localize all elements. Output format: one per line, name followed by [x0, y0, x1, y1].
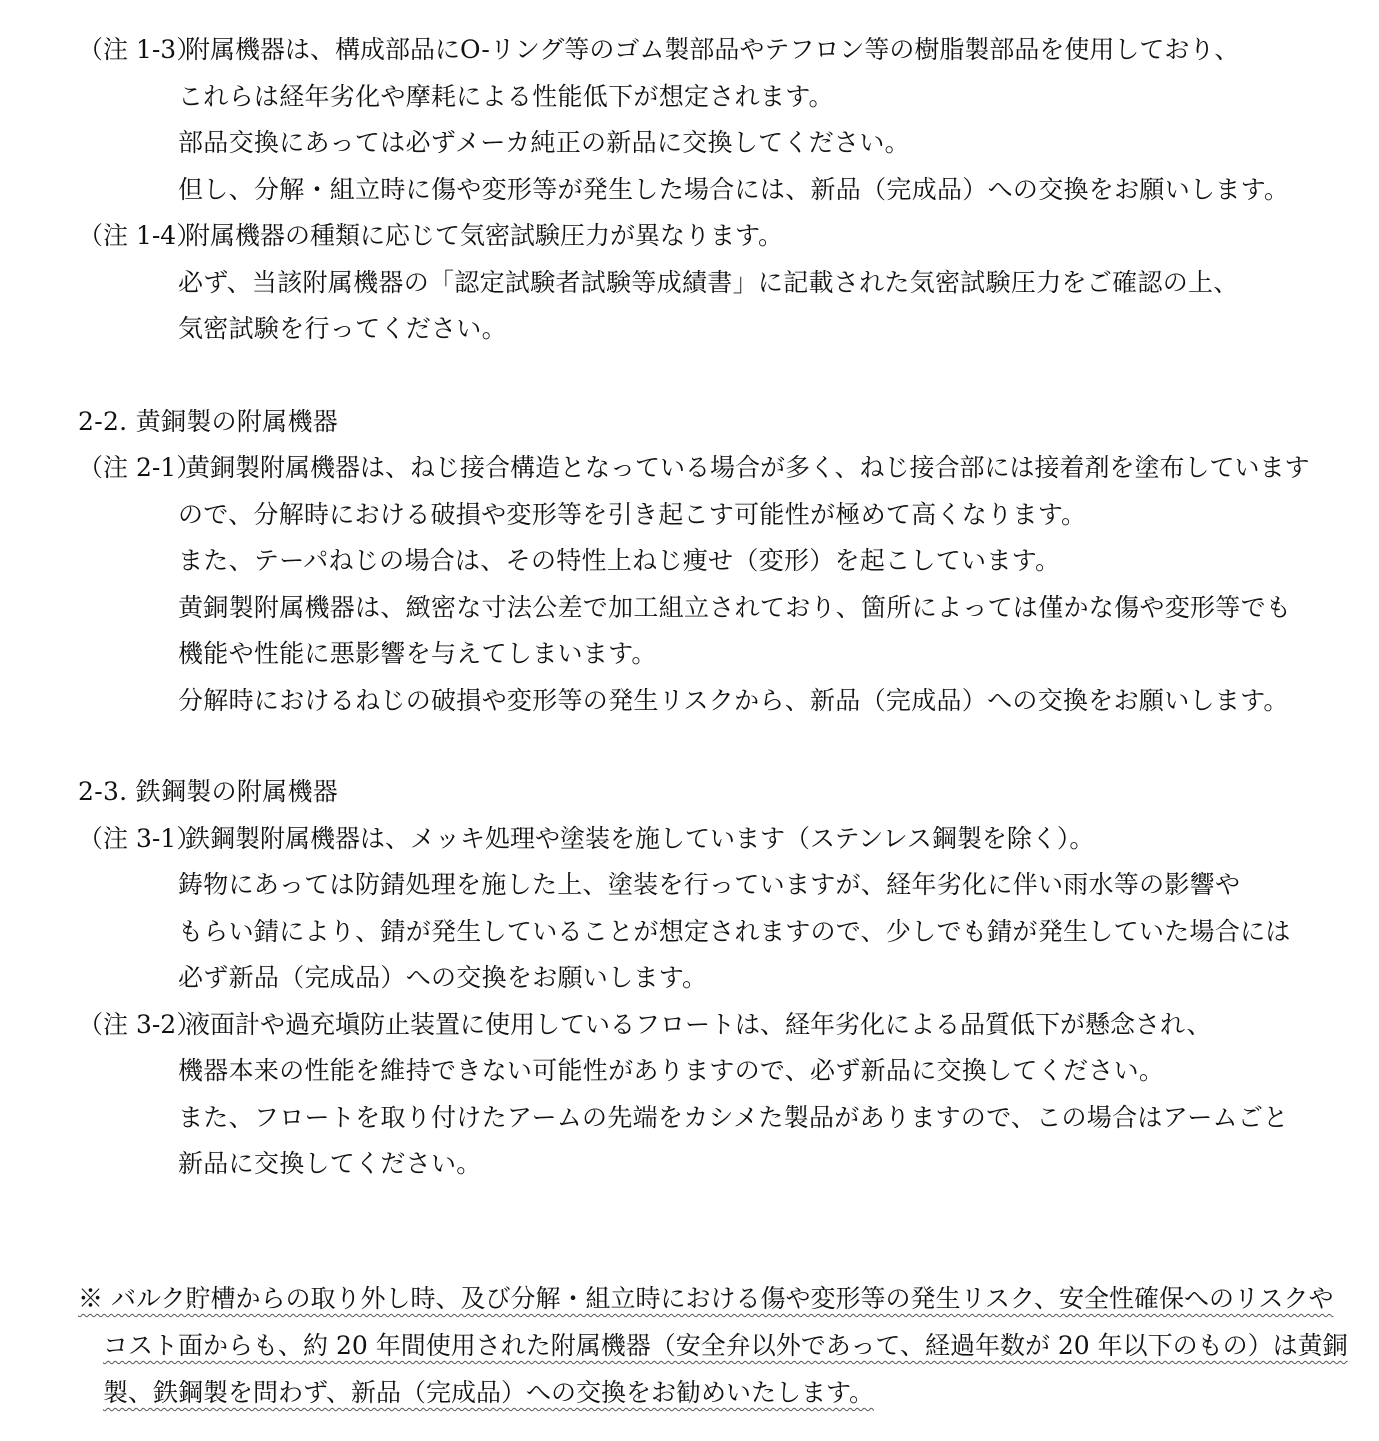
- remark-line: 製、鉄鋼製を問わず、新品（完成品）への交換をお勧めいたします。: [103, 1378, 875, 1407]
- note-line: また、テーパねじの場合は、その特性上ねじ痩せ（変形）を起こしています。: [178, 546, 1061, 575]
- note-line: もらい錆により、錆が発生していることが想定されますので、少しでも錆が発生していた場合には: [178, 917, 1291, 946]
- note-line: また、フロートを取り付けたアームの先端をカシメた製品がありますので、この場合はアームごと: [178, 1103, 1289, 1132]
- note-label: （注 2-1）: [78, 453, 202, 482]
- note-line: 附属機器は、構成部品にO-リング等のゴム製部品やテフロン等の樹脂製部品を使用しており、: [185, 35, 1240, 64]
- note-line: 液面計や過充塡防止装置に使用しているフロートは、経年劣化による品質低下が懸念され、: [185, 1010, 1212, 1039]
- remark-line: ※ バルク貯槽からの取り外し時、及び分解・組立時における傷や変形等の発生リスク、安全性確保へのリスクや: [78, 1284, 1334, 1313]
- note-line: 黄銅製附属機器は、ねじ接合構造となっている場合が多く、ねじ接合部には接着剤を塗布しています: [185, 453, 1310, 482]
- note-line: 附属機器の種類に応じて気密試験圧力が異なります。: [185, 221, 784, 250]
- note-line: 黄銅製附属機器は、緻密な寸法公差で加工組立されており、箇所によっては僅かな傷や変形等でも: [178, 593, 1292, 622]
- section-heading-2-2: 2-2. 黄銅製の附属機器: [78, 407, 339, 436]
- note-label: （注 1-4）: [78, 221, 202, 250]
- note-line: 新品に交換してください。: [178, 1149, 482, 1178]
- note-line: 必ず新品（完成品）への交換をお願いします。: [178, 963, 708, 992]
- note-line: 鋳物にあっては防錆処理を施した上、塗装を行っていますが、経年劣化に伴い雨水等の影響や: [178, 870, 1241, 899]
- note-line: 機能や性能に悪影響を与えてしまいます。: [178, 639, 657, 668]
- note-line: 鉄鋼製附属機器は、メッキ処理や塗装を施しています（ステンレス鋼製を除く）。: [185, 824, 1095, 853]
- note-line: 気密試験を行ってください。: [178, 314, 507, 343]
- remark-line: コスト面からも、約 20 年間使用された附属機器（安全弁以外であって、経過年数が 20 年以下のもの）は黄銅: [103, 1331, 1348, 1360]
- section-heading-2-3: 2-3. 鉄鋼製の附属機器: [78, 777, 339, 806]
- note-line: 必ず、当該附属機器の「認定試験者試験等成績書」に記載された気密試験圧力をご確認の上、: [178, 268, 1239, 297]
- note-line: これらは経年劣化や摩耗による性能低下が想定されます。: [178, 82, 834, 111]
- note-line: 部品交換にあっては必ずメーカ純正の新品に交換してください。: [178, 128, 910, 157]
- note-line: 但し、分解・組立時に傷や変形等が発生した場合には、新品（完成品）への交換をお願いします。: [178, 175, 1290, 204]
- note-label: （注 3-1）: [78, 824, 202, 853]
- note-label: （注 1-3）: [78, 35, 202, 64]
- note-line: 機器本来の性能を維持できない可能性がありますので、必ず新品に交換してください。: [178, 1056, 1165, 1085]
- note-line: ので、分解時における破損や変形等を引き起こす可能性が極めて高くなります。: [178, 500, 1087, 529]
- note-line: 分解時におけるねじの破損や変形等の発生リスクから、新品（完成品）への交換をお願いします。: [178, 686, 1289, 715]
- note-label: （注 3-2）: [78, 1010, 202, 1039]
